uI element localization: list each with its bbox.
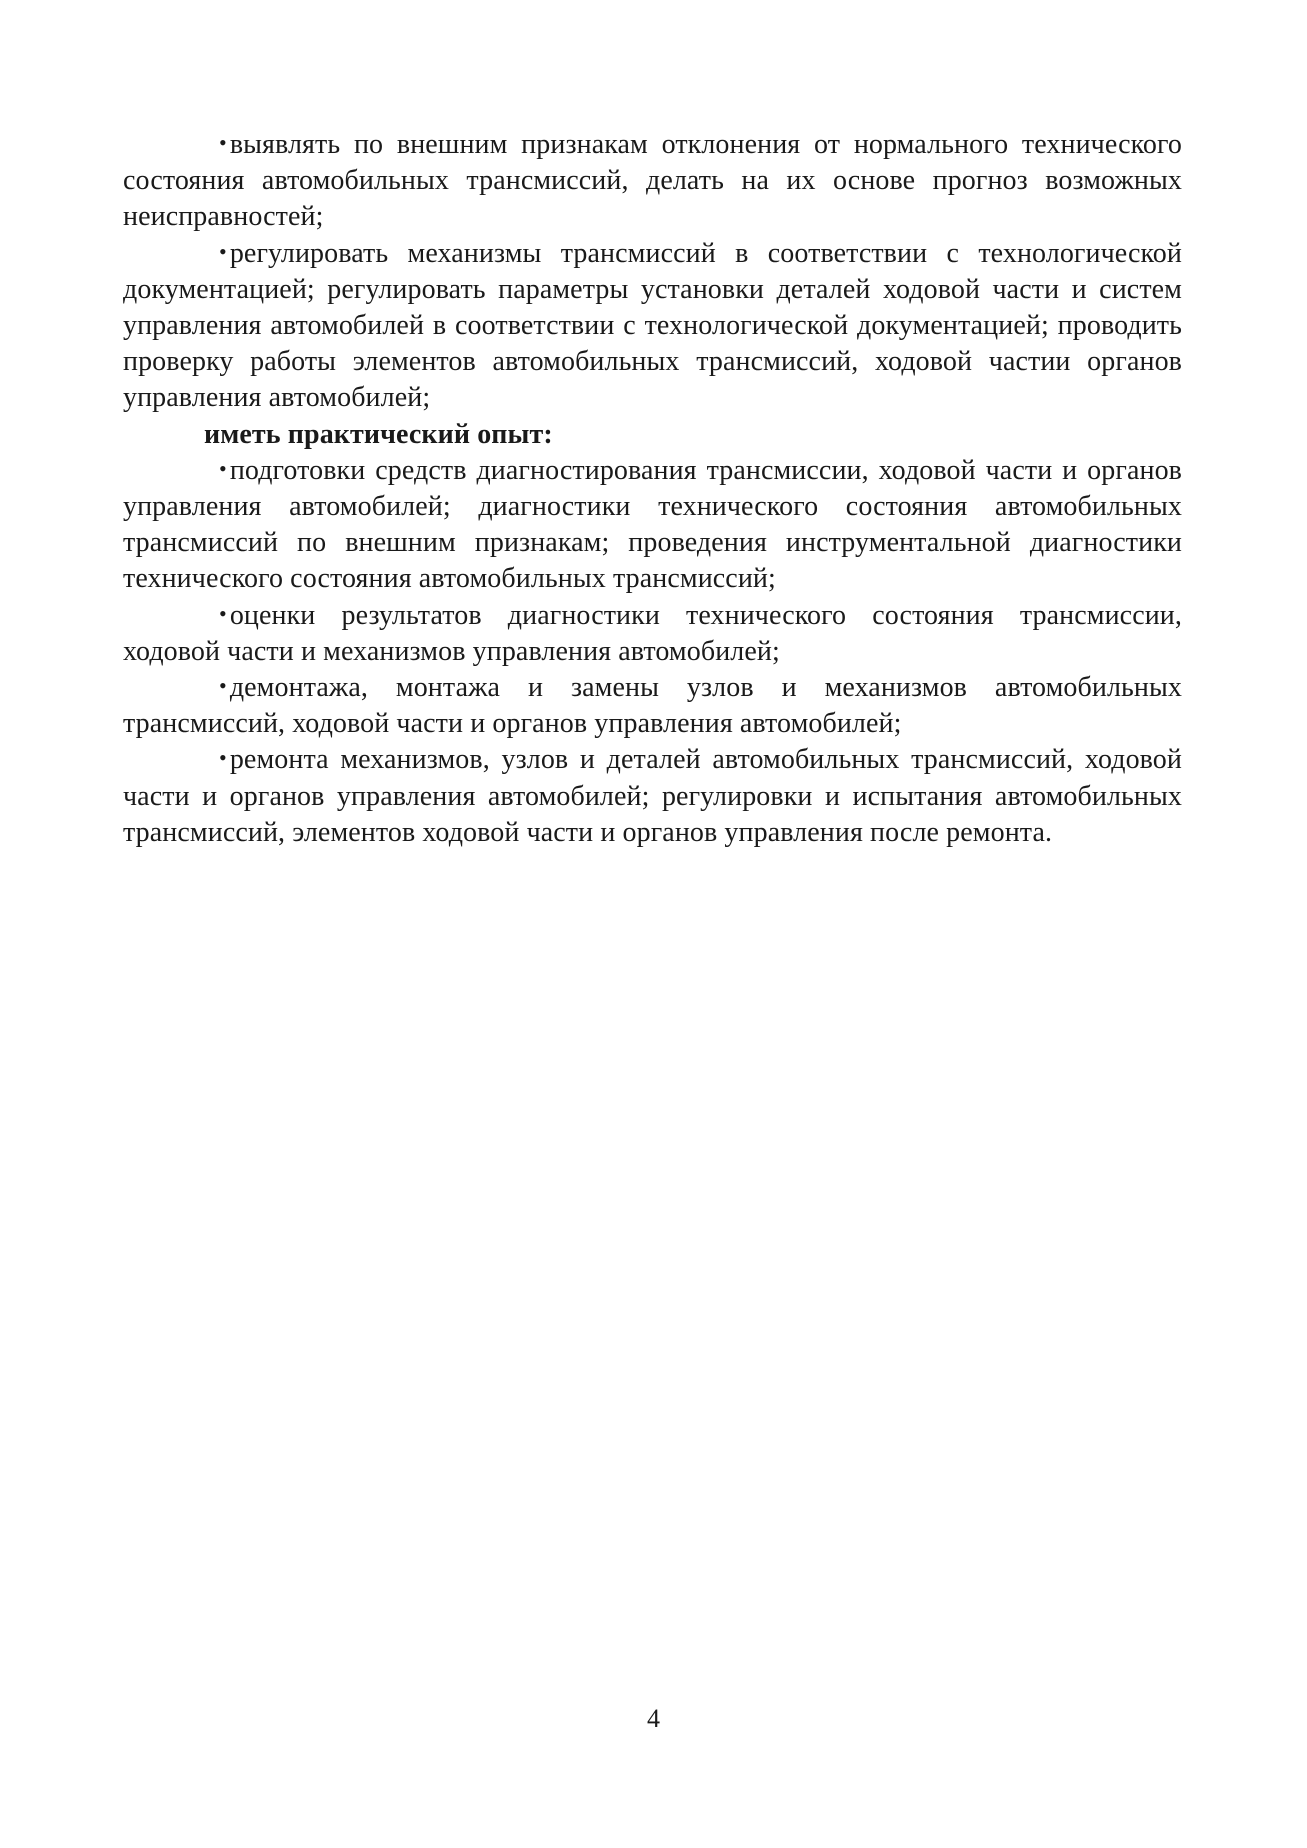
body-text — [123, 127, 1182, 851]
bullet-icon: • — [219, 745, 227, 771]
bullet-icon: • — [219, 238, 227, 264]
list-item — [123, 127, 1182, 236]
bullet-icon: • — [219, 455, 227, 481]
list-item-text: выявлять по внешним признакам отклонения от нормального технического состояния автомобильных трансмиссий, делать на их основе прогноз возможных неисправностей; — [123, 129, 1182, 233]
bullet-icon: • — [219, 130, 227, 155]
bullet-icon: • — [219, 673, 227, 699]
bullet-icon: • — [219, 600, 227, 626]
list-item — [123, 742, 1182, 851]
list-item-text: подготовки средств диагностирования трансмиссии, ходовой части и органов управления автомобилей; диагностики технического состояния автомобильных трансмиссий по внешним признакам; проведения инструментальной диагностики технического состояния автомобильных трансмиссий; — [123, 454, 1182, 595]
list-item-text: оценки результатов диагностики технического состояния трансмиссии, ходовой части и механизмов управления автомобилей; — [123, 599, 1182, 667]
list-item-text: регулировать механизмы трансмиссий в соответствии с технологической документацией; регулировать параметры установки деталей ходовой части и систем управления автомобилей в соответствии с технологической документацией; проводить проверку работы элементов автомобильных трансмиссий, ходовой частии органов управления автомобилей; — [123, 237, 1182, 414]
list-item — [123, 670, 1182, 742]
list-item — [123, 236, 1182, 417]
list-item-text: ремонта механизмов, узлов и деталей автомобильных трансмиссий, ходовой части и органов управления автомобилей; регулировки и испытания автомобильных трансмиссий, элементов ходовой части и органов управления после ремонта. — [123, 744, 1182, 848]
list-item-text: демонтажа, монтажа и замены узлов и механизмов автомобильных трансмиссий, ходовой части и органов управления автомобилей; — [123, 672, 1182, 740]
section-heading: иметь практический опыт: — [204, 418, 553, 450]
page-number: 4 — [647, 1704, 660, 1733]
list-item — [123, 453, 1182, 598]
list-item — [123, 598, 1182, 670]
